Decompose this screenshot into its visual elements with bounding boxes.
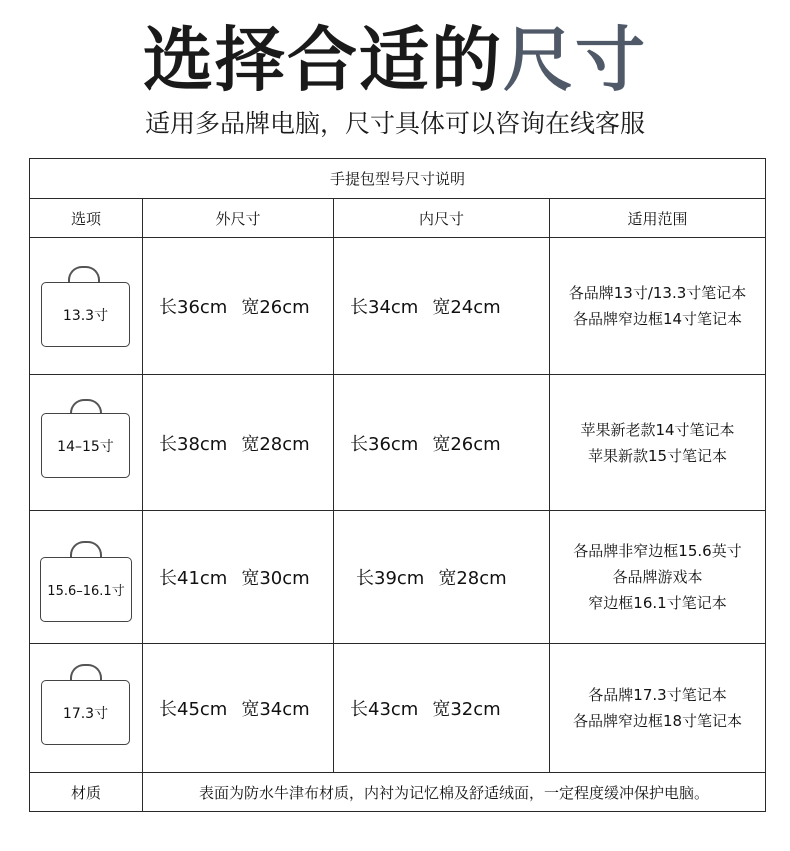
inner-length: 长43cm: [350, 699, 419, 720]
inner-width: 宽24cm: [432, 297, 501, 318]
option-cell: [30, 238, 143, 375]
range-line: 各品牌非窄边框15.6英寸: [573, 542, 742, 560]
outer-length: 长45cm: [159, 699, 228, 720]
title-part-dark: 选择合适的: [143, 19, 503, 101]
inner-width: 宽32cm: [432, 699, 501, 720]
outer-size-cell: [143, 375, 334, 511]
option-label: 15.6–16.1寸: [40, 557, 132, 622]
table-row: [30, 375, 766, 511]
subtitle: 适用多品牌电脑，尺寸具体可以咨询在线客服: [144, 109, 645, 138]
outer-width: 宽30cm: [241, 568, 310, 589]
option-label: 13.3寸: [41, 282, 130, 347]
range-cell: [550, 238, 766, 375]
range-line: 苹果新款15寸笔记本: [587, 446, 728, 465]
option-label: 17.3寸: [41, 680, 130, 745]
outer-width: 宽28cm: [241, 433, 310, 455]
material-text: 表面为防水牛津布材质，内衬为记忆棉及舒适绒面，一定程度缓冲保护电脑。: [143, 773, 766, 812]
option-cell: [30, 644, 143, 773]
inner-size-cell: [334, 511, 550, 644]
table-caption: 手提包型号尺寸说明: [30, 159, 766, 199]
range-cell: [550, 375, 766, 511]
inner-length: 长36cm: [350, 433, 419, 455]
header-option: 选项: [30, 199, 143, 238]
range-line: 窄边框16.1寸笔记本: [588, 594, 727, 612]
outer-length: 长36cm: [159, 297, 228, 318]
outer-width: 宽26cm: [241, 297, 310, 318]
size-table: [29, 158, 766, 812]
range-line: 各品牌17.3寸笔记本: [588, 686, 727, 704]
header-range: 适用范围: [550, 199, 766, 238]
range-line: 各品牌窄边框14寸笔记本: [572, 310, 743, 328]
option-label: 14–15寸: [41, 413, 130, 478]
inner-length: 长39cm: [356, 568, 425, 589]
range-line: 各品牌游戏本: [612, 568, 703, 586]
outer-length: 长41cm: [159, 568, 228, 589]
range-line: 各品牌13寸/13.3寸笔记本: [568, 284, 747, 302]
inner-size-cell: [334, 238, 550, 375]
material-label: 材质: [30, 773, 143, 812]
material-row: [30, 773, 766, 812]
inner-length: 长34cm: [350, 297, 419, 318]
table-header-row: [30, 199, 766, 238]
inner-width: 宽28cm: [438, 568, 507, 589]
page-title: [0, 10, 790, 110]
outer-width: 宽34cm: [241, 699, 310, 720]
header-outer-size: 外尺寸: [143, 199, 334, 238]
header-inner-size: 内尺寸: [334, 199, 550, 238]
outer-size-cell: [143, 644, 334, 773]
option-cell: [30, 375, 143, 511]
outer-size-cell: [143, 511, 334, 644]
range-cell: [550, 644, 766, 773]
inner-size-cell: [334, 375, 550, 511]
outer-length: 长38cm: [159, 433, 228, 455]
table-row: [30, 238, 766, 375]
table-row: [30, 511, 766, 644]
inner-size-cell: [334, 644, 550, 773]
range-line: 苹果新老款14寸笔记本: [580, 420, 735, 439]
table-row: [30, 644, 766, 773]
range-cell: [550, 511, 766, 644]
range-line: 各品牌窄边框18寸笔记本: [572, 712, 743, 730]
inner-width: 宽26cm: [432, 433, 501, 455]
option-cell: [30, 511, 143, 644]
title-part-accent: 尺寸: [503, 19, 647, 101]
outer-size-cell: [143, 238, 334, 375]
